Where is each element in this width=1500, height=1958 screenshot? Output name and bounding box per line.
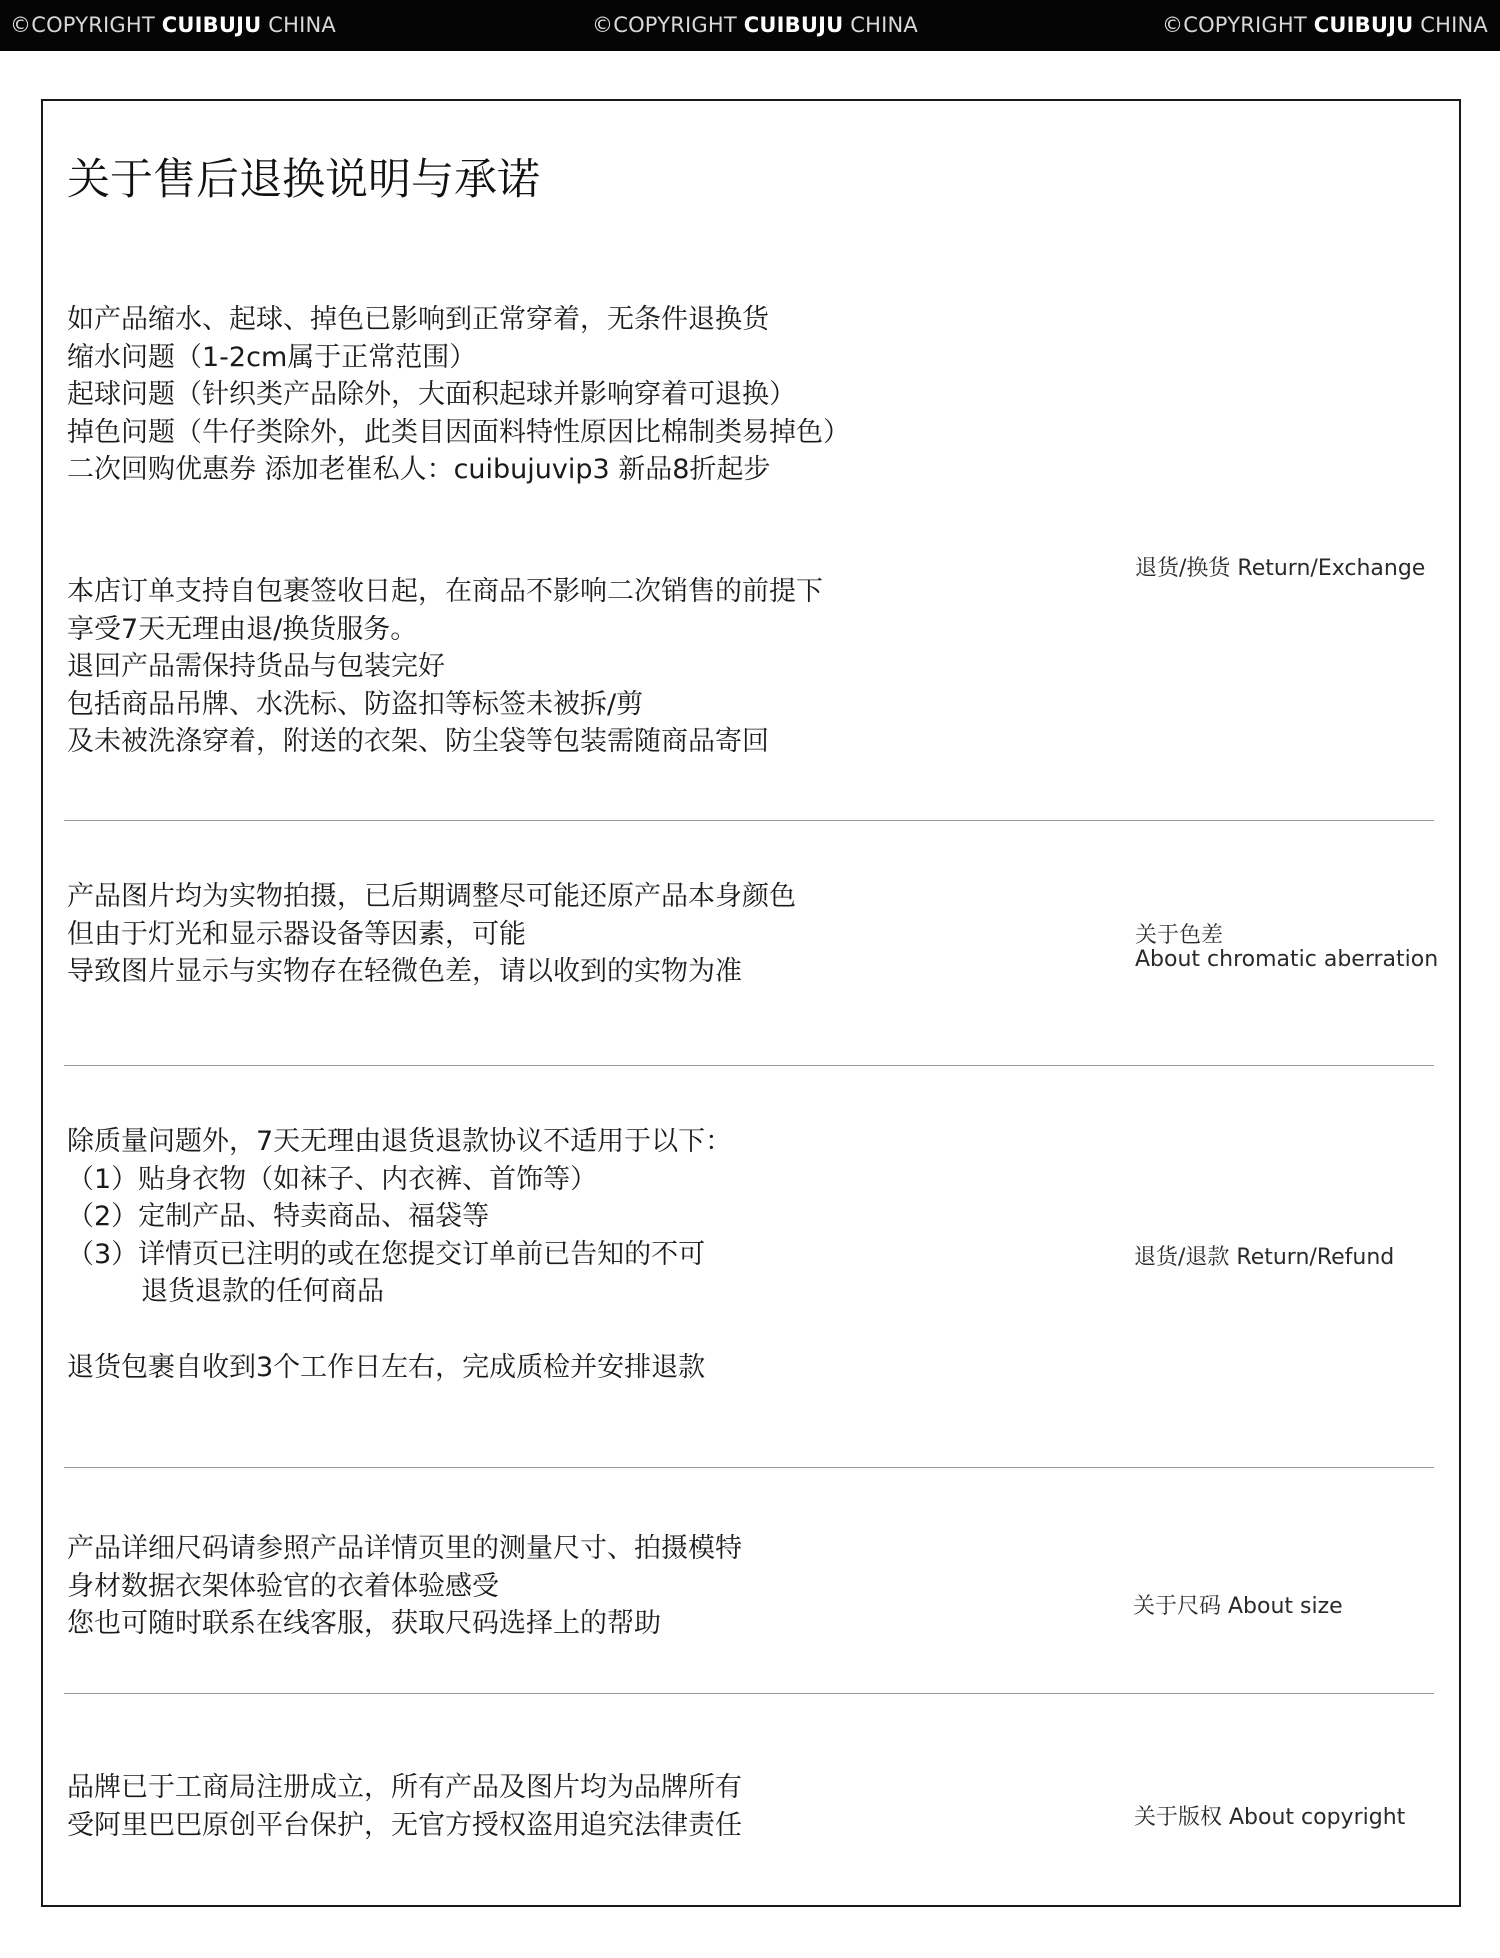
chromatic-aberration-block — [67, 878, 796, 991]
return-exchange-block — [67, 573, 823, 761]
section-line: 产品详细尺码请参照产品详情页里的测量尺寸、拍摄模特 — [67, 1533, 742, 1564]
section-line: 身材数据衣架体验官的衣着体验感受 — [67, 1570, 499, 1602]
section-line: 产品图片均为实物拍摄，已后期调整尽可能还原产品本身颜色 — [67, 881, 796, 912]
section-label-copyright: 关于版权 About copyright — [1134, 1805, 1406, 1830]
intro-line: 起球问题（针织类产品除外，大面积起球并影响穿着可退换） — [67, 379, 796, 410]
section-line: 享受7天无理由退/换货服务。 — [67, 613, 418, 645]
section-divider — [64, 1693, 1434, 1694]
copyright-text-right — [1162, 12, 1488, 38]
section-line: 除质量问题外，7天无理由退货退款协议不适用于以下： — [67, 1126, 733, 1157]
page-title: 关于售后退换说明与承诺 — [67, 155, 540, 205]
intro-line: 缩水问题（1-2cm属于正常范围） — [67, 341, 477, 373]
copyright-bar — [0, 0, 1500, 51]
intro-line: 掉色问题（牛仔类除外，此类目因面料特性原因比棉制类易掉色） — [67, 416, 850, 448]
brand-name: CUIBUJU — [161, 13, 262, 37]
copyright-suffix: CHINA — [261, 13, 336, 37]
section-line: 本店订单支持自包裹签收日起，在商品不影响二次销售的前提下 — [67, 576, 823, 607]
section-label-return-exchange: 退货/换货 Return/Exchange — [1135, 556, 1426, 581]
section-line: 但由于灯光和显示器设备等因素，可能 — [67, 918, 526, 950]
intro-block — [67, 301, 850, 489]
copyright-prefix: ©COPYRIGHT — [1162, 13, 1314, 37]
brand-name: CUIBUJU — [743, 13, 844, 37]
section-label-line: About chromatic aberration — [1135, 947, 1439, 972]
spacer — [67, 1311, 732, 1349]
section-divider — [64, 1065, 1434, 1066]
intro-line: 二次回购优惠券 添加老崔私人：cuibujuvip3 新品8折起步 — [67, 454, 771, 485]
return-refund-block — [67, 1123, 732, 1386]
section-label-return-refund: 退货/退款 Return/Refund — [1134, 1245, 1395, 1270]
section-line: 包括商品吊牌、水洗标、防盗扣等标签未被拆/剪 — [67, 688, 644, 720]
intro-line: 如产品缩水、起球、掉色已影响到正常穿着，无条件退换货 — [67, 304, 769, 335]
copyright-suffix: CHINA — [1413, 13, 1488, 37]
section-label-chromatic-aberration — [1135, 924, 1438, 972]
brand-name: CUIBUJU — [1313, 13, 1414, 37]
copyright-text-left — [10, 12, 336, 38]
section-line: 及未被洗涤穿着，附送的衣架、防尘袋等包装需随商品寄回 — [67, 726, 769, 757]
copyright-text-center — [592, 12, 918, 38]
copyright-suffix: CHINA — [843, 13, 918, 37]
list-item: （1）贴身衣物（如袜子、内衣裤、首饰等） — [67, 1163, 598, 1195]
after-sales-panel — [41, 99, 1461, 1907]
section-label-size: 关于尺码 About size — [1133, 1594, 1343, 1619]
section-label-line: 关于色差 — [1135, 923, 1224, 948]
section-line: 退货包裹自收到3个工作日左右，完成质检并安排退款 — [67, 1351, 706, 1383]
list-item: （2）定制产品、特卖商品、福袋等 — [67, 1201, 490, 1232]
section-line: 退回产品需保持货品与包装完好 — [67, 651, 445, 682]
list-item: （3）详情页已注明的或在您提交订单前已告知的不可 — [67, 1238, 706, 1270]
section-line: 您也可随时联系在线客服，获取尺码选择上的帮助 — [67, 1608, 661, 1639]
section-line: 品牌已于工商局注册成立，所有产品及图片均为品牌所有 — [67, 1772, 742, 1803]
size-block — [67, 1530, 742, 1643]
copyright-prefix: ©COPYRIGHT — [10, 13, 162, 37]
copyright-prefix: ©COPYRIGHT — [592, 13, 744, 37]
section-divider — [64, 820, 1434, 821]
list-item-continuation: 退货退款的任何商品 — [141, 1276, 384, 1307]
copyright-block — [67, 1769, 742, 1844]
section-divider — [64, 1467, 1434, 1468]
section-line: 受阿里巴巴原创平台保护，无官方授权盗用追究法律责任 — [67, 1809, 742, 1841]
section-line: 导致图片显示与实物存在轻微色差，请以收到的实物为准 — [67, 956, 742, 987]
